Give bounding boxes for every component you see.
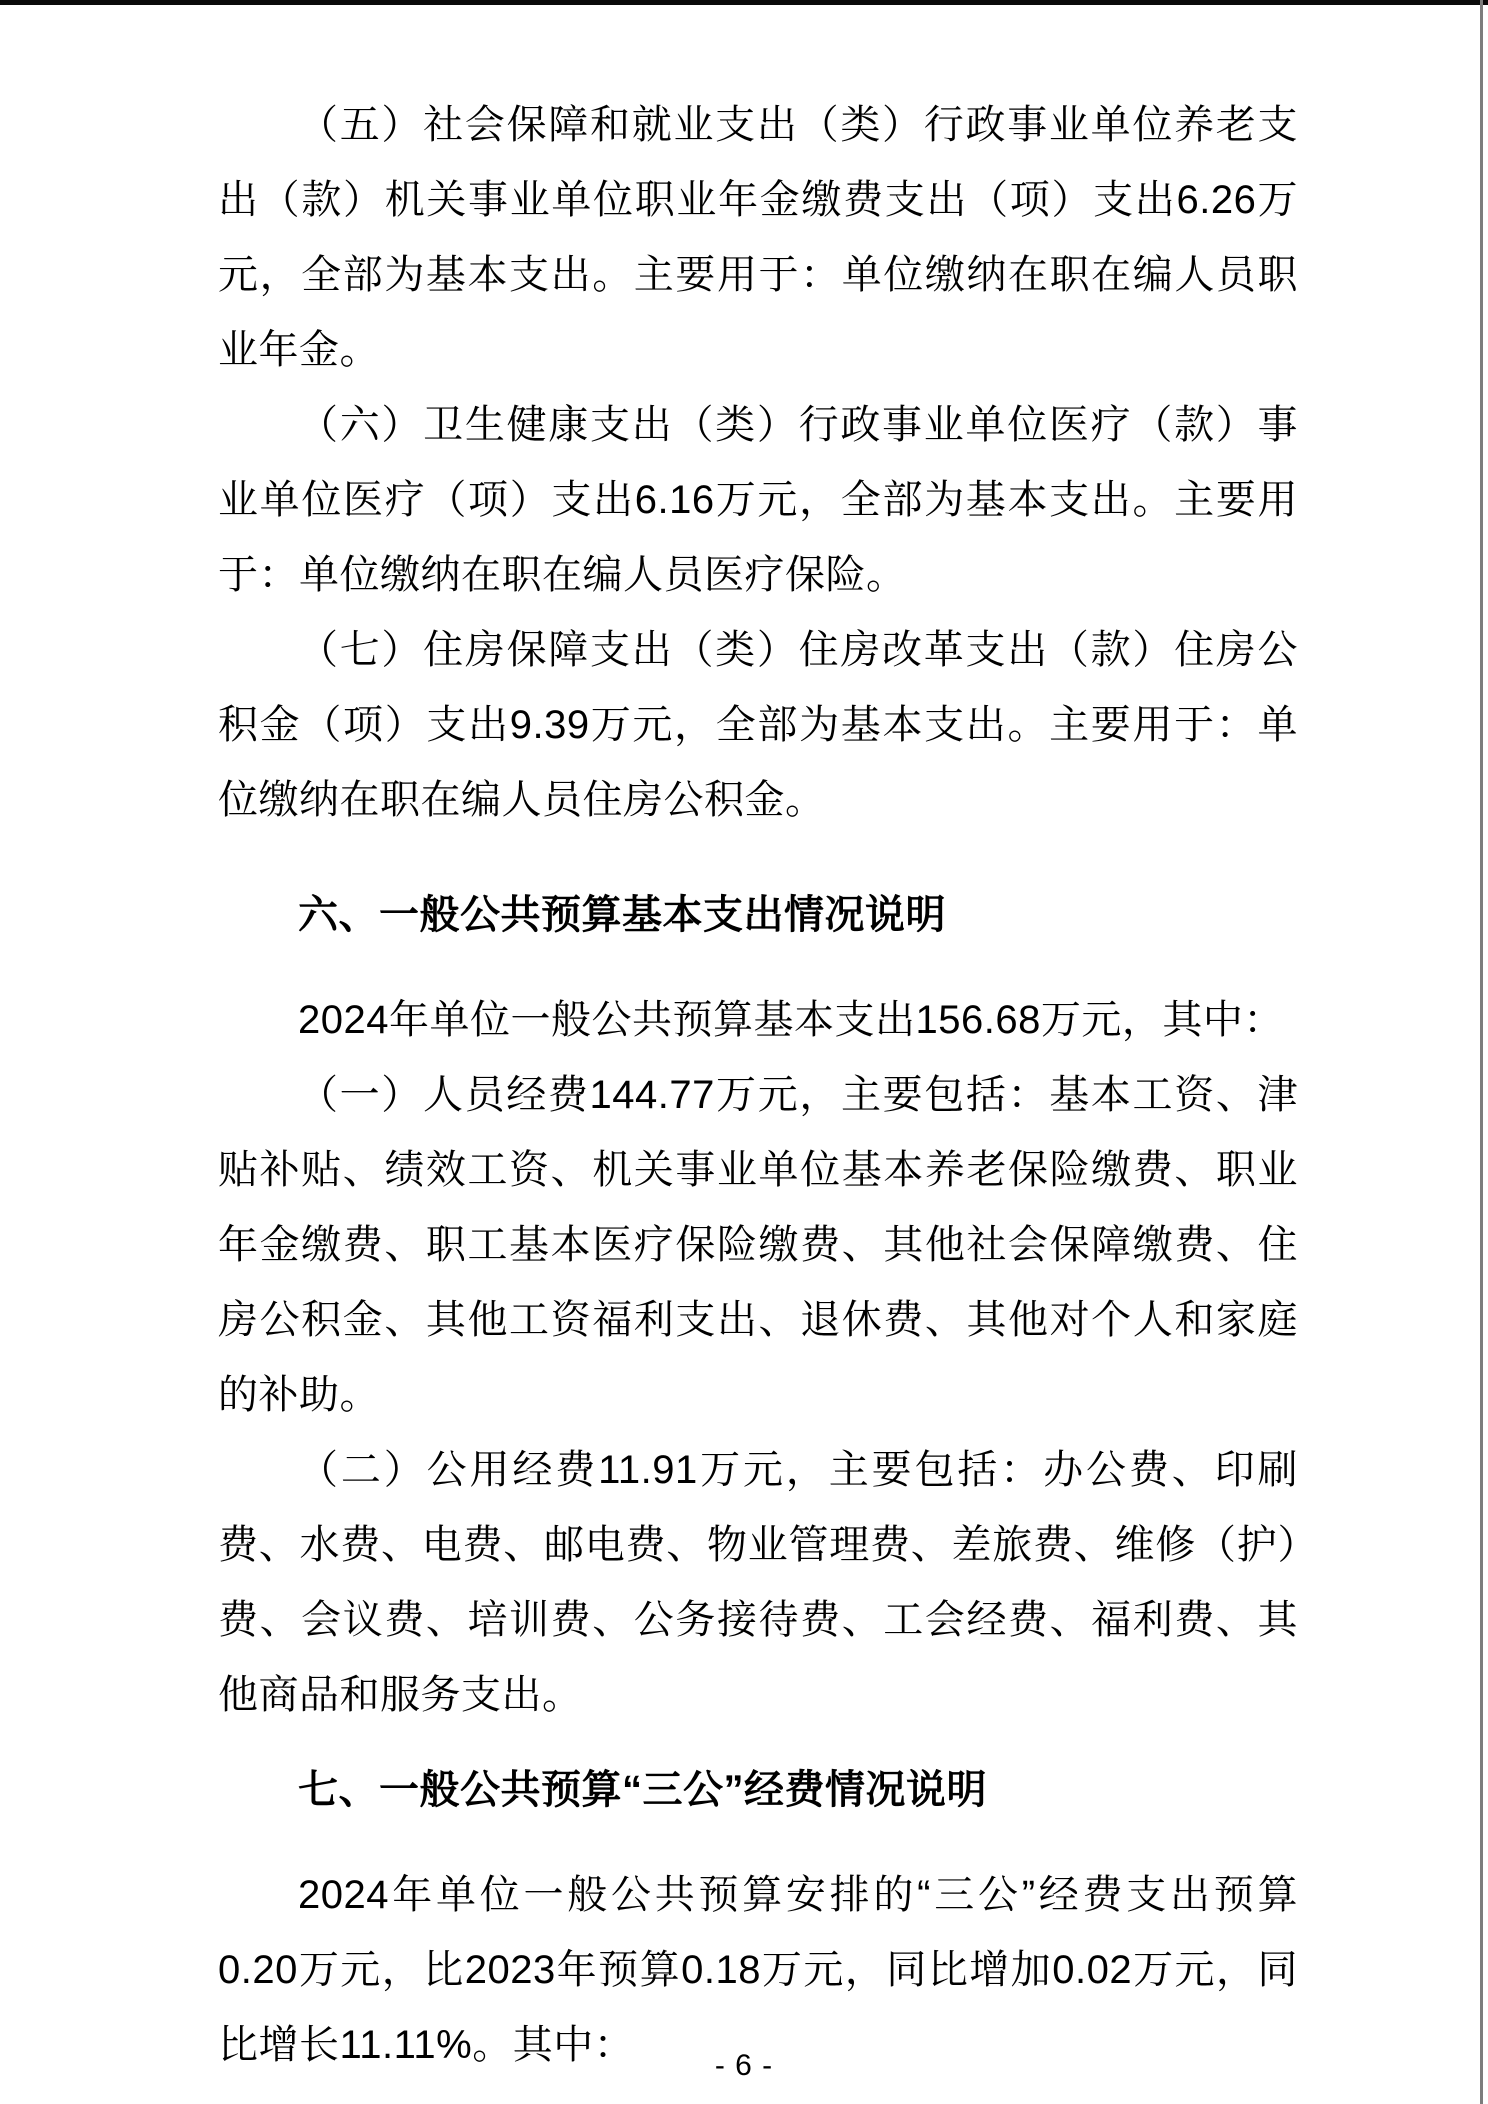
para-social-security-pension-expenditure: （五）社会保障和就业支出（类）行政事业单位养老支出（款）机关事业单位职业年金缴费支出（项）支出6.26万元，全部为基本支出。主要用于：单位缴纳在职在编人员职业年金。	[218, 103, 1298, 372]
heading-section-six-basic-expenditure: 六、一般公共预算基本支出情况说明	[298, 893, 946, 937]
para-public-operating-funds: （二）公用经费11.91万元，主要包括：办公费、印刷费、水费、电费、邮电费、物业管理费、差旅费、维修（护）费、会议费、培训费、公务接待费、工会经费、福利费、其他商品和服务支出。	[218, 1448, 1298, 1717]
para-health-expenditure: （六）卫生健康支出（类）行政事业单位医疗（款）事业单位医疗（项）支出6.16万元，全部为基本支出。主要用于：单位缴纳在职在编人员医疗保险。	[218, 403, 1298, 597]
heading-section-seven-three-public-funds: 七、一般公共预算“三公”经费情况说明	[298, 1768, 987, 1812]
para-personnel-funds: （一）人员经费144.77万元，主要包括：基本工资、津贴补贴、绩效工资、机关事业单位基本养老保险缴费、职业年金缴费、职工基本医疗保险缴费、其他社会保障缴费、住房公积金、其他工资福利支出、退休费、其他对个人和家庭的补助。	[218, 1073, 1298, 1417]
document-content	[218, 0, 1298, 2083]
page-footer	[0, 2048, 1488, 2084]
para-three-public-funds-budget: 2024年单位一般公共预算安排的“三公”经费支出预算0.20万元，比2023年预算0.18万元，同比增加0.02万元，同比增长11.11%。其中：	[218, 1873, 1298, 2067]
para-housing-fund-expenditure: （七）住房保障支出（类）住房改革支出（款）住房公积金（项）支出9.39万元，全部为基本支出。主要用于：单位缴纳在职在编人员住房公积金。	[218, 628, 1298, 822]
page-number: - 6 -	[714, 2049, 774, 2082]
para-basic-expenditure-total: 2024年单位一般公共预算基本支出156.68万元，其中：	[298, 998, 1284, 1042]
page-right-edge-line	[1480, 0, 1483, 2104]
